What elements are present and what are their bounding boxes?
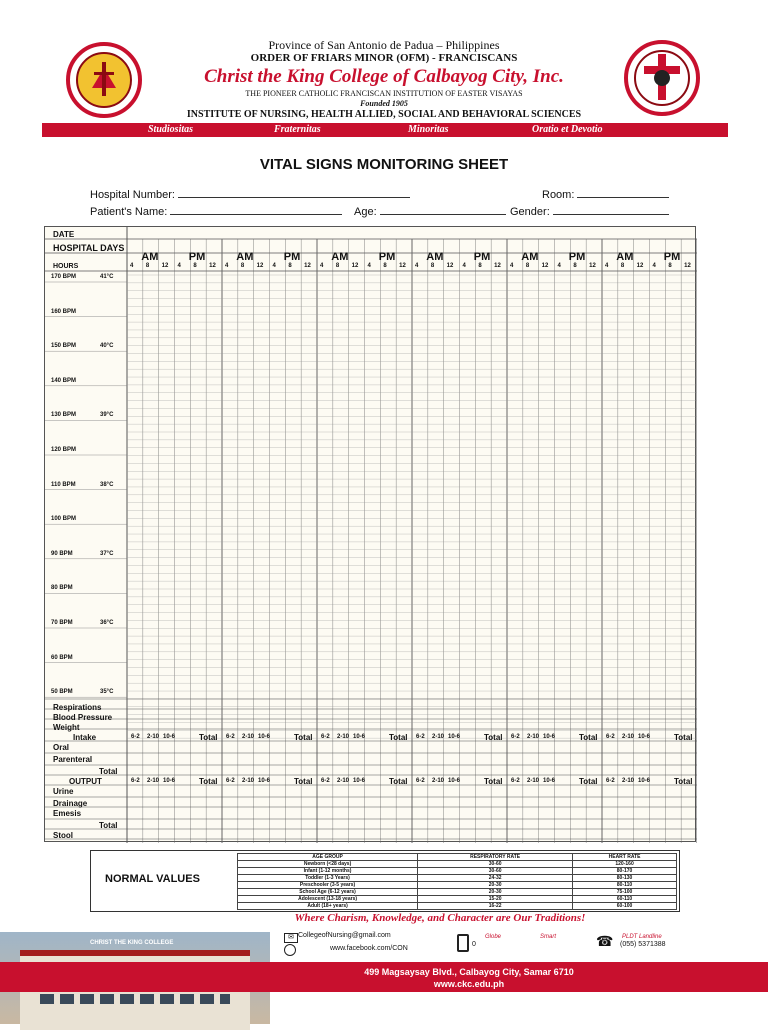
shift-total-label: Total [484, 777, 503, 786]
nv-header-rr: RESPIRATORY RATE [418, 854, 573, 861]
nv-header-hr: HEART RATE [573, 854, 677, 861]
hour-mark: 4 [652, 263, 656, 269]
shift-total-label: Total [199, 733, 218, 742]
nv-cell: Preschooler (3-5 years) [238, 882, 418, 889]
pldt-number: (055) 5371388 [620, 941, 666, 948]
phone-icon: ☎ [596, 933, 614, 949]
urine-label: Urine [53, 787, 74, 796]
nv-cell: 20-30 [418, 889, 573, 896]
shift-label: 10-6 [638, 734, 651, 740]
nv-cell: 16-22 [418, 903, 573, 910]
hour-mark: 12 [589, 263, 596, 269]
order-line: ORDER OF FRIARS MINOR (OFM) - FRANCISCANS [250, 52, 518, 64]
bpm-label: 100 BPM [51, 516, 77, 523]
age-field[interactable] [354, 204, 506, 218]
hour-mark: 12 [446, 263, 454, 269]
institute-name: INSTITUTE OF NURSING, HEALTH ALLIED, SOCIAL AND BEHAVIORAL SCIENCES [186, 109, 582, 120]
hour-mark: 12 [636, 263, 644, 269]
table-row [238, 861, 677, 868]
shift-label: 6-2 [511, 734, 520, 740]
pldt-label: PLDT Landline [622, 934, 662, 940]
nv-cell: 60-100 [573, 903, 677, 910]
hour-mark: 12 [684, 263, 691, 269]
temp-label: 41°C [100, 274, 114, 280]
am-label: AM [616, 251, 634, 263]
bpm-label: 110 BPM [51, 481, 76, 488]
motto-bar [42, 123, 728, 137]
mobile-number: 0 [472, 941, 476, 948]
nv-cell: Toddler (1-3 Years) [238, 875, 418, 882]
nv-cell: Adolescent (13-18 years) [238, 896, 418, 903]
nv-cell: 80-130 [573, 875, 677, 882]
shift-total-label: Total [579, 733, 598, 742]
hour-mark: 4 [272, 263, 276, 269]
bpm-label: 50 BPM [51, 689, 73, 696]
patient-name-label: Patient's Name: [90, 206, 168, 218]
shift-total-label: Total [389, 733, 408, 742]
shift-label: 10-6 [258, 778, 271, 784]
shift-label: 6-2 [131, 734, 140, 740]
bpm-label: 150 BPM [51, 343, 77, 350]
total-label: Total [99, 767, 118, 776]
mobile-icon [457, 934, 469, 952]
drainage-label: Drainage [53, 799, 88, 808]
pm-label: PM [188, 251, 206, 263]
shift-label: 2-10 [622, 734, 635, 740]
website-link[interactable]: www.ckc.edu.ph [433, 979, 505, 989]
college-seal-left [66, 42, 142, 118]
address: 499 Magsaysay Blvd., Calbayog City, Samar 6710 [364, 967, 574, 977]
blood-pressure-label: Blood Pressure [53, 713, 113, 722]
shift-label: 2-10 [147, 734, 160, 740]
table-row [238, 896, 677, 903]
hour-mark: 8 [383, 263, 387, 269]
hour-mark: 8 [145, 263, 150, 269]
slogan: Where Charism, Knowledge, and Character are Our Traditions! [294, 912, 586, 924]
date-label: DATE [53, 230, 75, 239]
temp-label: 38°C [100, 481, 114, 488]
footer-bar [0, 962, 768, 992]
shift-label: 6-2 [321, 734, 330, 740]
total-label: Total [99, 821, 118, 830]
motto-3: Minoritas [408, 124, 449, 135]
intake-label: Intake [73, 733, 97, 742]
hour-mark: 8 [620, 263, 625, 269]
shift-total-label: Total [674, 733, 693, 742]
bpm-label: 80 BPM [51, 585, 73, 592]
shift-label: 10-6 [448, 778, 461, 784]
temp-label: 35°C [100, 689, 114, 696]
hour-mark: 12 [541, 263, 549, 269]
bpm-label: 170 BPM [51, 274, 77, 280]
hour-mark: 8 [335, 263, 340, 269]
pm-label: PM [568, 251, 586, 263]
gender-field[interactable] [510, 204, 669, 218]
hour-mark: 12 [304, 263, 311, 269]
hospital-number-field[interactable] [90, 187, 410, 201]
motto-2: Fraternitas [274, 124, 321, 135]
hour-mark: 4 [320, 263, 324, 269]
shift-total-label: Total [389, 777, 408, 786]
temp-label: 37°C [100, 550, 114, 557]
shift-label: 10-6 [353, 734, 366, 740]
hour-mark: 4 [225, 263, 229, 269]
hour-mark: 8 [240, 263, 245, 269]
shift-label: 2-10 [432, 778, 445, 784]
pm-label: PM [663, 251, 681, 263]
shift-label: 10-6 [353, 778, 366, 784]
nv-cell: 80-170 [573, 868, 677, 875]
hour-mark: 8 [193, 263, 197, 269]
shift-label: 6-2 [226, 778, 235, 784]
oral-label: Oral [53, 743, 70, 752]
shift-total-label: Total [579, 777, 598, 786]
tagline: THE PIONEER CATHOLIC FRANCISCAN INSTITUTION OF EASTER VISAYAS [245, 89, 523, 98]
shift-label: 2-10 [337, 778, 350, 784]
shift-label: 6-2 [416, 778, 425, 784]
patient-name-field[interactable] [90, 204, 342, 218]
shift-label: 6-2 [131, 778, 140, 784]
vital-signs-chart [44, 226, 696, 842]
email-link[interactable]: CollegeofNursing@gmail.com [298, 932, 391, 939]
nv-cell: 60-110 [573, 896, 677, 903]
shift-label: 6-2 [606, 778, 615, 784]
shift-label: 10-6 [163, 734, 176, 740]
hour-mark: 4 [177, 263, 181, 269]
bpm-label: 90 BPM [51, 550, 73, 557]
pm-label: PM [283, 251, 301, 263]
province-line: Province of San Antonio de Padua – Philippines [268, 38, 500, 52]
nv-cell: 75-100 [573, 889, 677, 896]
temp-label: 36°C [100, 620, 114, 626]
shift-total-label: Total [199, 777, 218, 786]
hour-mark: 8 [525, 263, 530, 269]
bpm-label: 60 BPM [51, 654, 73, 661]
nv-cell: Infant (1-12 months) [238, 868, 418, 875]
table-row [238, 882, 677, 889]
am-label: AM [426, 251, 444, 263]
bpm-label: 70 BPM [51, 620, 73, 626]
hour-mark: 12 [399, 263, 406, 269]
normal-values-box [90, 850, 680, 912]
hour-mark: 8 [668, 263, 672, 269]
college-seal-right [624, 40, 700, 116]
hour-mark: 4 [557, 263, 561, 269]
hospital-days-label: HOSPITAL DAYS [53, 243, 125, 253]
hour-mark: 4 [367, 263, 371, 269]
hour-mark: 12 [256, 263, 264, 269]
normal-values-title: NORMAL VALUES [105, 873, 200, 885]
gender-label: Gender: [510, 206, 550, 218]
hour-mark: 4 [605, 263, 609, 269]
shift-label: 2-10 [432, 734, 445, 740]
hour-mark: 12 [161, 263, 169, 269]
age-label: Age: [354, 206, 377, 218]
globe-icon [284, 944, 296, 956]
hours-label: HOURS [53, 263, 79, 270]
hour-mark: 12 [209, 263, 216, 269]
room-label: Room: [542, 189, 575, 201]
am-label: AM [331, 251, 349, 263]
am-label: AM [141, 251, 159, 263]
shift-label: 2-10 [147, 778, 160, 784]
shift-label: 6-2 [416, 734, 425, 740]
room-field[interactable] [542, 187, 669, 201]
parenteral-label: Parenteral [53, 755, 93, 764]
table-row [238, 868, 677, 875]
email-icon: ✉ [284, 933, 298, 943]
hour-mark: 4 [130, 263, 134, 269]
hour-mark: 8 [430, 263, 435, 269]
table-row [238, 903, 677, 910]
hour-mark: 4 [462, 263, 466, 269]
sheet-title: VITAL SIGNS MONITORING SHEET [259, 156, 509, 173]
nv-cell: Newborn (<28 days) [238, 861, 418, 868]
shift-total-label: Total [294, 777, 313, 786]
bpm-label: 140 BPM [51, 377, 77, 384]
hour-mark: 8 [478, 263, 482, 269]
hospital-number-label: Hospital Number: [90, 189, 175, 201]
output-label: OUTPUT [69, 777, 102, 786]
shift-label: 6-2 [511, 778, 520, 784]
shift-label: 10-6 [543, 778, 556, 784]
shift-label: 2-10 [337, 734, 350, 740]
hour-mark: 4 [415, 263, 419, 269]
hour-mark: 4 [510, 263, 514, 269]
nv-cell: 20-30 [418, 882, 573, 889]
bpm-label: 130 BPM [51, 412, 77, 419]
shift-label: 2-10 [527, 778, 540, 784]
nv-cell: 80-110 [573, 882, 677, 889]
hour-mark: 8 [573, 263, 577, 269]
shift-total-label: Total [674, 777, 693, 786]
temp-label: 40°C [100, 343, 114, 350]
nv-cell: 30-60 [418, 868, 573, 875]
normal-values-table [237, 853, 677, 910]
bpm-label: 120 BPM [51, 447, 77, 453]
hour-mark: 12 [494, 263, 501, 269]
weight-label: Weight [53, 723, 80, 732]
nv-cell: 15-20 [418, 896, 573, 903]
temp-label: 39°C [100, 412, 114, 419]
respirations-label: Respirations [53, 703, 102, 712]
nv-cell: 24-32 [418, 875, 573, 882]
building-sign: CHRIST THE KING COLLEGE [90, 940, 174, 946]
founded: Founded 1905 [360, 99, 408, 108]
hour-mark: 8 [288, 263, 292, 269]
shift-label: 2-10 [242, 734, 255, 740]
shift-total-label: Total [294, 733, 313, 742]
shift-label: 10-6 [543, 734, 556, 740]
shift-label: 10-6 [258, 734, 271, 740]
college-name: Christ the King College of Calbayog City, Inc. [204, 66, 564, 87]
shift-label: 2-10 [527, 734, 540, 740]
nv-cell: 120-160 [573, 861, 677, 868]
shift-total-label: Total [484, 733, 503, 742]
shift-label: 10-6 [163, 778, 176, 784]
hour-mark: 12 [351, 263, 359, 269]
table-row [238, 889, 677, 896]
shift-label: 6-2 [226, 734, 235, 740]
emesis-label: Emesis [53, 809, 82, 818]
shift-label: 2-10 [622, 778, 635, 784]
facebook-link[interactable]: www.facebook.com/CON [330, 945, 408, 952]
bpm-label: 160 BPM [51, 308, 77, 315]
nv-cell: Adult (18+ years) [238, 903, 418, 910]
globe-label: Globe [485, 934, 502, 940]
shift-label: 10-6 [638, 778, 651, 784]
am-label: AM [521, 251, 539, 263]
shift-label: 6-2 [606, 734, 615, 740]
motto-4: Oratio et Devotio [532, 124, 603, 135]
pm-label: PM [378, 251, 396, 263]
motto-1: Studiositas [148, 124, 194, 135]
pm-label: PM [473, 251, 491, 263]
nv-cell: 30-60 [418, 861, 573, 868]
shift-label: 10-6 [448, 734, 461, 740]
nv-cell: School Age (6-12 years) [238, 889, 418, 896]
smart-label: Smart [540, 934, 557, 940]
nv-header-age: AGE GROUP [238, 854, 418, 861]
shift-label: 2-10 [242, 778, 255, 784]
am-label: AM [236, 251, 254, 263]
table-row [238, 875, 677, 882]
shift-label: 6-2 [321, 778, 330, 784]
stool-label: Stool [53, 831, 73, 840]
